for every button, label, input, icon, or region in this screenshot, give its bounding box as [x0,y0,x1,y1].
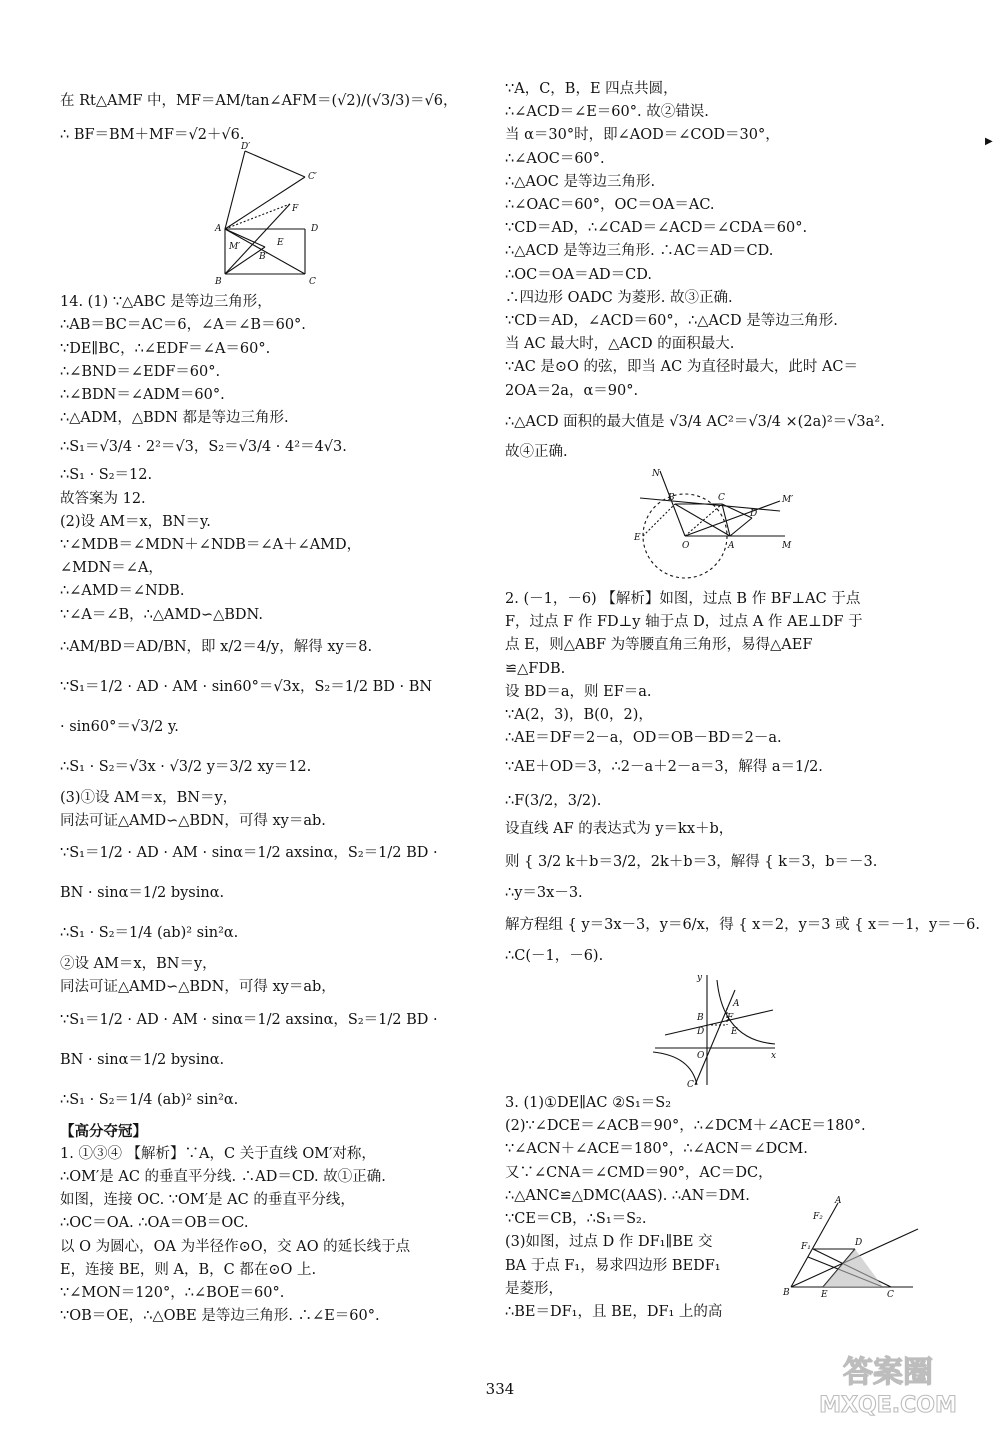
text-line: ∵∠A＝∠B，∴△AMD∽△BDN. [60,606,263,623]
fig2-label: N [652,469,660,480]
fig1-label: D′ [241,142,251,153]
text-line: ∵CE＝CB，∴S₁＝S₂. [505,1211,647,1228]
text-line: ∴y＝3x－3. [505,884,583,901]
fig2-label: D [750,509,758,520]
text-line: ②设 AM＝x，BN＝y， [60,956,217,973]
text-line: ∴S₁ · S₂＝√3x · √3/2 y＝3/2 xy＝12. [60,758,312,775]
text-line: ∴∠ACD＝∠E＝60°. 故②错误. [505,104,709,121]
text-line: ∵CD＝AD，∠ACD＝60°，∴△ACD 是等边三角形. [505,313,838,330]
text-line: 14. (1) ∵△ABC 是等边三角形， [60,294,272,311]
fig1-label: E [277,238,284,249]
text-line: ∴∠AOC＝60°. [505,150,605,167]
text-line: (3)如图，过点 D 作 DF₁∥BE 交 [505,1234,713,1251]
svg-text:MXQE.COM: MXQE.COM [819,1393,957,1418]
text-line: ∴∠OAC＝60°，OC＝OA＝AC. [505,197,715,214]
text-line: ∴C(－1，－6). [505,947,604,964]
text-line: ∴S₁ · S₂＝12. [60,467,153,484]
margin-arrow-icon: ▶ [985,136,993,147]
fig2-label: M [782,541,792,552]
text-line: 同法可证△AMD∽△BDN，可得 xy＝ab. [60,813,326,830]
text-line: ∠MDN＝∠A， [60,560,163,577]
text-line: ∴四边形 OADC 为菱形. 故③正确. [505,289,733,306]
text-line: ∴AB＝BC＝AC＝6，∠A＝∠B＝60°. [60,317,306,334]
text-line: 设直线 AF 的表达式为 y＝kx＋b， [505,821,734,838]
text-line: BA 于点 F₁，易求四边形 BEDF₁ [505,1257,721,1274]
text-line: ∴S₁ · S₂＝1/4 (ab)² sin²α. [60,1091,239,1108]
fig4-label: F₁ [801,1242,811,1253]
text-line: 解方程组 { y＝3x－3，y＝6/x，得 { x＝2，y＝3 或 { x＝－1，y＝－6. [505,916,980,933]
text-line: 2OA＝2a，α＝90°. [505,382,639,399]
text-line: ∴∠BDN＝∠ADM＝60°. [60,387,225,404]
fig3-label: x [771,1051,777,1062]
text-line: ∵OB＝OE，∴△OBE 是等边三角形. ∴∠E＝60°. [60,1308,380,1325]
figure-circle-rhombus [630,466,800,586]
text-line: ∴AM/BD＝AD/BN，即 x/2＝4/y，解得 xy＝8. [60,638,373,655]
fig4-label: C [887,1290,894,1301]
text-line: ∵A，C，B，E 四点共圆， [505,81,678,97]
fig3-label: A [733,999,740,1010]
text-line: ∴△ADM，△BDN 都是等边三角形. [60,410,289,427]
text-line: 是菱形， [505,1280,563,1297]
text-line: ∴△AOC 是等边三角形. [505,173,656,190]
fig3-label: D [697,1027,705,1038]
fig2-label: B [668,493,675,504]
text-line: (2)∵∠DCE＝∠ACB＝90°，∴∠DCM＋∠ACE＝180°. [505,1118,866,1135]
text-line: 又∵∠CNA＝∠CMD＝90°，AC＝DC， [505,1164,773,1181]
fig3-label: E [731,1027,738,1038]
text-line: 2. (－1，－6) 【解析】如图，过点 B 作 BF⊥AC 于点 [505,591,861,608]
text-line: 设 BD＝a，则 EF＝a. [505,683,652,700]
fig4-label: A [835,1196,842,1207]
right-column [505,78,980,1324]
text-line: ∴OM′是 AC 的垂直平分线. ∴AD＝CD. 故①正确. [60,1169,386,1186]
fig3-label: C [687,1080,694,1091]
fig2-label: O [682,541,690,552]
text-line: ∵AE＋OD＝3，∴2－a＋2－a＝3，解得 a＝1/2. [505,759,823,776]
text-line: 当 α＝30°时，即∠AOD＝∠COD＝30°， [505,127,780,144]
fig1-label: B′ [259,252,268,263]
page-number: 334 [485,1380,515,1398]
svg-text:答案圈: 答案圈 [843,1355,933,1390]
figure-rhombus-triangle [783,1196,923,1301]
text-line: ∵A(2，3)，B(0，2)， [505,707,653,724]
text-line: ∵S₁＝1/2 · AD · AM · sinα＝1/2 axsinα，S₂＝1/2 BD · [60,1011,438,1028]
text-line: 3. (1)①DE∥AC ②S₁＝S₂ [505,1095,672,1112]
text-line: 则 { 3/2 k＋b＝3/2，2k＋b＝3，解得 { k＝3，b＝－3. [505,853,878,870]
watermark-logo [788,1348,988,1418]
text-line: ∴△ANC≌△DMC(AAS). ∴AN＝DM. [505,1187,750,1204]
fig2-label: E [634,533,641,544]
text-line: ∴AE＝DF＝2－a，OD＝OB－BD＝2－a. [505,730,782,747]
text-line: 同法可证△AMD∽△BDN，可得 xy＝ab， [60,979,336,996]
fig1-label: M′ [229,242,241,253]
fig1-label: D [311,224,319,235]
text-line: ∵∠MON＝120°，∴∠BOE＝60°. [60,1285,285,1302]
text-line: 在 Rt△AMF 中，MF＝AM/tan∠AFM＝(√2)/(√3/3)＝√6， [60,93,458,109]
fig1-label: C′ [308,172,317,183]
text-line: 1. ①③④ 【解析】∵A，C 关于直线 OM′对称， [60,1145,376,1162]
text-line: ∴OC＝OA＝AD＝CD. [505,266,652,283]
text-line: E，连接 BE，则 A，B，C 都在⊙O 上. [60,1261,317,1278]
fig3-label: y [697,973,703,984]
text-line: ∴S₁ · S₂＝1/4 (ab)² sin²α. [60,925,239,942]
fig2-label: A [728,541,735,552]
left-column [60,78,470,1328]
text-line: 以 O 为圆心，OA 为半径作⊙O，交 AO 的延长线于点 [60,1238,411,1255]
fig4-label: E [821,1290,828,1301]
fig1-label: B [215,277,222,288]
fig1-label: C [309,277,316,288]
fig3-label: F [727,1013,734,1024]
text-line: ∵DE∥BC，∴∠EDF＝∠A＝60°. [60,340,271,357]
text-line: 点 E，则△ABF 为等腰直角三角形，易得△AEF [505,637,813,654]
text-line: F，过点 F 作 FD⊥y 轴于点 D，过点 A 作 AE⊥DF 于 [505,614,863,631]
figure-square-rotation [205,142,335,289]
text-line: BN · sinα＝1/2 bysinα. [60,885,225,902]
text-line: ∵∠MDB＝∠MDN＋∠NDB＝∠A＋∠AMD， [60,537,362,554]
text-line: ∴ BF＝BM＋MF＝√2＋√6. [60,127,245,143]
text-line: 故答案为 12. [60,490,146,507]
text-line: ∴S₁＝√3/4 · 2²＝√3，S₂＝√3/4 · 4²＝4√3. [60,439,347,456]
text-line: ∴OC＝OA. ∴OA＝OB＝OC. [60,1215,249,1232]
fig4-label: B [783,1288,790,1299]
text-line: 故④正确. [505,443,568,460]
text-line: 当 AC 最大时，△ACD 的面积最大. [505,336,735,353]
section-heading: 【高分夺冠】 [60,1122,147,1140]
text-line: ∵S₁＝1/2 · AD · AM · sin60°＝√3x，S₂＝1/2 BD · BN [60,678,433,695]
fig4-label: F₂ [813,1212,823,1223]
fig3-label: B [697,1013,704,1024]
text-line: ∵CD＝AD，∴∠CAD＝∠ACD＝∠CDA＝60°. [505,220,808,237]
text-line: ∴∠BND＝∠EDF＝60°. [60,363,221,380]
text-line: ∵∠ACN＋∠ACE＝180°，∴∠ACN＝∠DCM. [505,1141,808,1158]
text-line: (3)①设 AM＝x，BN＝y， [60,789,238,806]
fig1-label: A [215,224,222,235]
text-line: ∴△ACD 是等边三角形. ∴AC＝AD＝CD. [505,243,774,260]
text-line: ∴F(3/2，3/2). [505,793,602,810]
text-line: (2)设 AM＝x，BN＝y. [60,513,211,530]
text-line: ≌△FDB. [505,660,566,677]
text-line: · sin60°＝√3/2 y. [60,718,179,735]
fig2-label: M′ [782,495,794,506]
text-line: ∵AC 是⊙O 的弦，即当 AC 为直径时最大，此时 AC＝ [505,359,859,376]
fig1-label: F [292,204,299,215]
text-line: 如图，连接 OC. ∵OM′是 AC 的垂直平分线， [60,1192,355,1209]
figure-hyperbola [645,970,785,1090]
text-line: ∴△ACD 面积的最大值是 √3/4 AC²＝√3/4 ×(2a)²＝√3a². [505,413,885,430]
text-line: BN · sinα＝1/2 bysinα. [60,1051,225,1068]
fig4-label: D [855,1238,863,1249]
text-line: ∵S₁＝1/2 · AD · AM · sinα＝1/2 axsinα，S₂＝1/2 BD · [60,845,438,862]
fig3-label: O [697,1051,705,1062]
text-line: ∴∠AMD＝∠NDB. [60,583,185,600]
text-line: ∴BE＝DF₁，且 BE，DF₁ 上的高 [505,1303,723,1320]
fig2-label: C [718,493,725,504]
